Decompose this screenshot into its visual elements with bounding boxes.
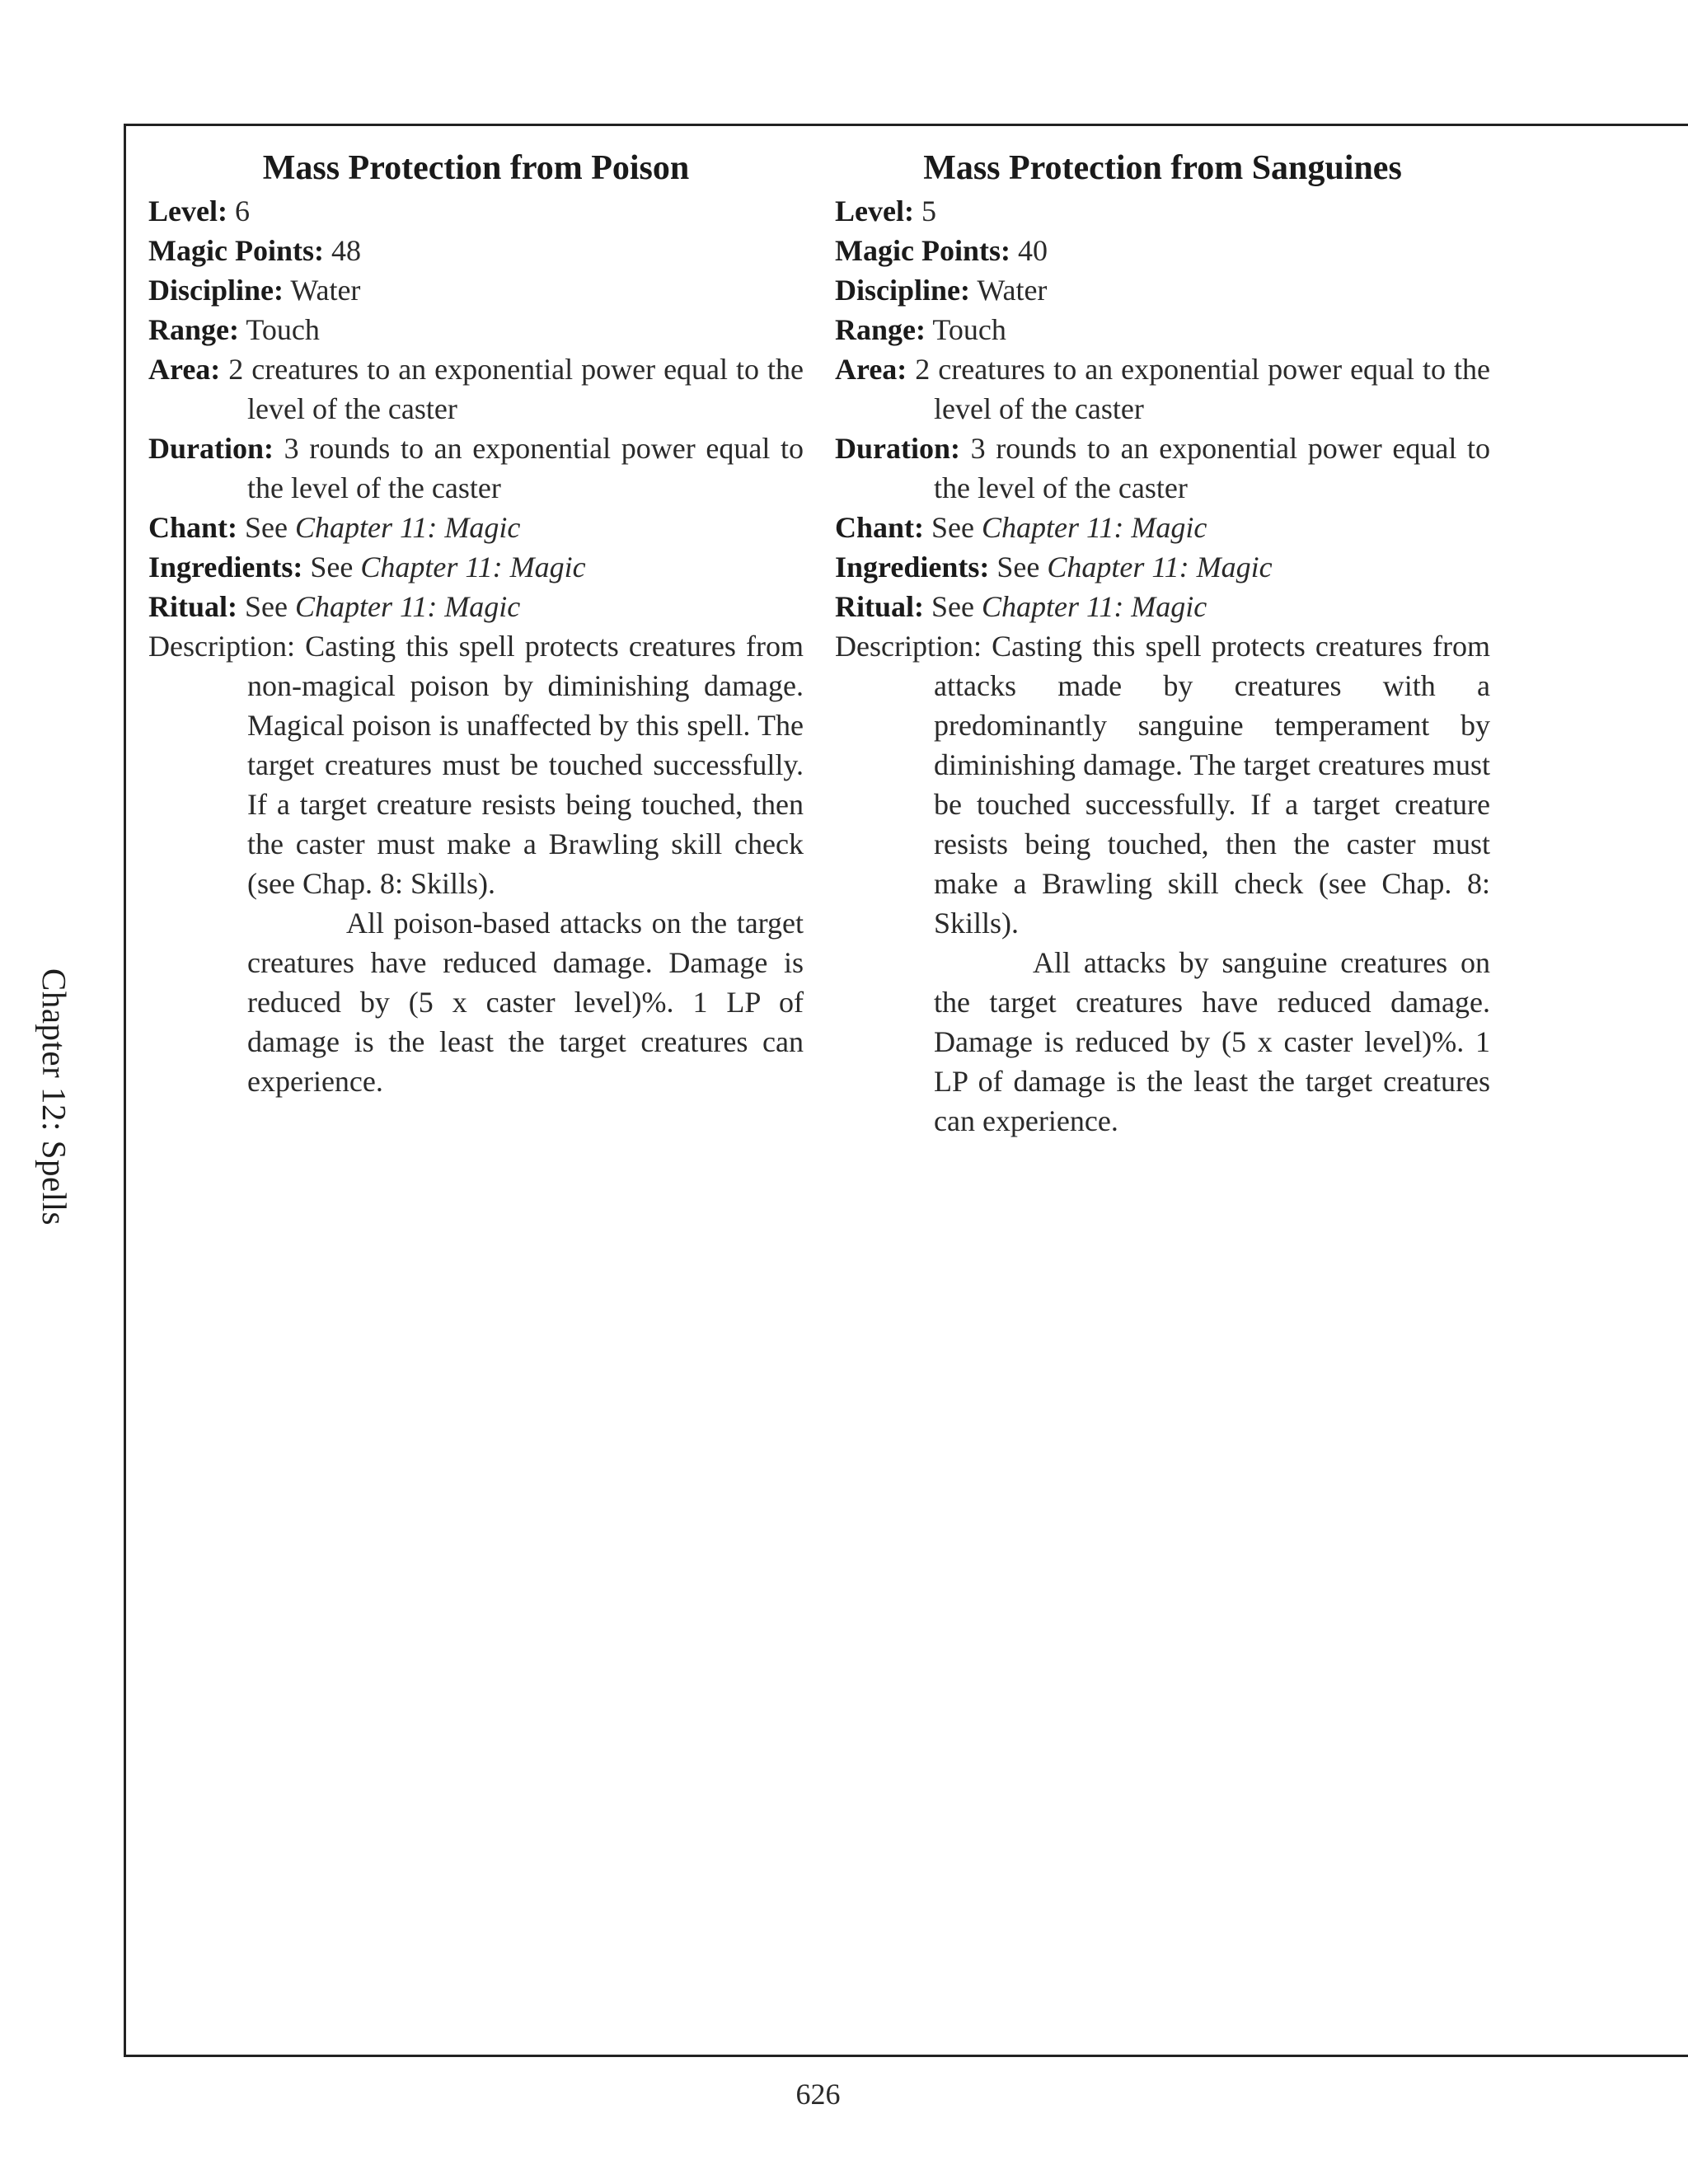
ingredients-label: Ingredients: [835, 551, 990, 583]
chapter-side-label-text: Chapter 12: Spells [35, 968, 73, 1226]
ritual-reference: Chapter 11: Magic [981, 590, 1207, 623]
ritual-see: See [931, 590, 974, 623]
ingredients-see: See [996, 551, 1040, 583]
ritual-reference: Chapter 11: Magic [294, 590, 521, 623]
range-label: Range: [148, 313, 239, 346]
spell-column-left [148, 145, 804, 1101]
description-text-end: ). [1001, 907, 1020, 940]
ingredients-reference: Chapter 11: Magic [360, 551, 586, 583]
spell-title: Mass Protection from Poison [262, 149, 690, 187]
spell-description [148, 626, 804, 903]
duration-label: Duration: [835, 432, 960, 465]
description-text-end: ). [478, 867, 495, 900]
description-text: Casting this spell protects creatures from attacks made by creatures with a predominantly sanguine temperament by diminishing damage. The target creatures must be touched successfully. If a target creature resists being touched, then the caster must make a Brawling skill check (see [934, 630, 1490, 900]
magic-points-label: Magic Points: [835, 234, 1010, 267]
duration-value: 3 rounds to an exponential power equal to the level of the caster [934, 432, 1490, 504]
spell-chant [148, 508, 804, 547]
magic-points-value: 48 [331, 234, 361, 267]
duration-label: Duration: [148, 432, 274, 465]
area-label: Area: [148, 353, 221, 386]
range-value: Touch [932, 313, 1006, 346]
description-reference: Chap. 8: Skills [302, 867, 478, 900]
spell-range [835, 310, 1490, 349]
spell-title: Mass Protection from Sanguines [923, 149, 1402, 187]
description-label: Description: [835, 630, 982, 663]
spell-range [148, 310, 804, 349]
spell-area [835, 349, 1490, 429]
spell-chant [835, 508, 1490, 547]
spell-duration [835, 429, 1490, 508]
spell-area [148, 349, 804, 429]
ingredients-label: Ingredients: [148, 551, 303, 583]
spell-description [835, 626, 1490, 943]
ritual-see: See [245, 590, 288, 623]
area-label: Area: [835, 353, 907, 386]
page-number: 626 [795, 2078, 841, 2111]
chant-see: See [931, 511, 975, 544]
spell-discipline [148, 270, 804, 310]
spell-description-paragraph-2: All poison-based attacks on the target creatures have reduced damage. Damage is reduced by (5 x caster level)%. 1 LP of damage is the least the target creatures can experience. [247, 907, 804, 1098]
ingredients-reference: Chapter 11: Magic [1047, 551, 1273, 583]
chant-see: See [245, 511, 288, 544]
spell-magic-points [148, 231, 804, 270]
spell-ingredients [835, 547, 1490, 587]
spell-duration [148, 429, 804, 508]
description-label: Description: [148, 630, 295, 663]
spell-level [148, 191, 804, 231]
ritual-label: Ritual: [148, 590, 237, 623]
chant-label: Chant: [835, 511, 925, 544]
magic-points-value: 40 [1017, 234, 1048, 267]
chant-reference: Chapter 11: Magic [982, 511, 1207, 544]
spell-column-right [835, 145, 1490, 1141]
description-text: Casting this spell protects creatures from non-magical poison by diminishing damage. Magical poison is unaffected by this spell. The target creatures must be touched successfully. If a target creature resists being touched, then the caster must make a Brawling skill check (see [247, 630, 804, 900]
level-label: Level: [148, 194, 227, 227]
duration-value: 3 rounds to an exponential power equal to the level of the caster [247, 432, 804, 504]
ritual-label: Ritual: [835, 590, 924, 623]
level-value: 6 [234, 194, 250, 227]
chant-reference: Chapter 11: Magic [295, 511, 521, 544]
spell-ritual [835, 587, 1490, 626]
discipline-value: Water [290, 274, 361, 307]
ingredients-see: See [310, 551, 354, 583]
spell-ritual [148, 587, 804, 626]
range-label: Range: [835, 313, 926, 346]
area-value: 2 creatures to an exponential power equal to the level of the caster [228, 353, 804, 425]
level-value: 5 [921, 194, 936, 227]
discipline-label: Discipline: [835, 274, 971, 307]
chant-label: Chant: [148, 511, 238, 544]
spell-ingredients [148, 547, 804, 587]
discipline-label: Discipline: [148, 274, 284, 307]
range-value: Touch [246, 313, 320, 346]
spell-magic-points [835, 231, 1490, 270]
magic-points-label: Magic Points: [148, 234, 324, 267]
description-reference: Chap. 8: Skills [934, 867, 1491, 940]
level-label: Level: [835, 194, 914, 227]
spell-description-paragraph-2: All attacks by sanguine creatures on the target creatures have reduced damage. Damage is reduced by (5 x caster level)%. 1 LP of damage is the least the target creatures can experience. [934, 946, 1490, 1137]
area-value: 2 creatures to an exponential power equal to the level of the caster [915, 353, 1490, 425]
discipline-value: Water [977, 274, 1048, 307]
spell-level [835, 191, 1490, 231]
spell-discipline [835, 270, 1490, 310]
